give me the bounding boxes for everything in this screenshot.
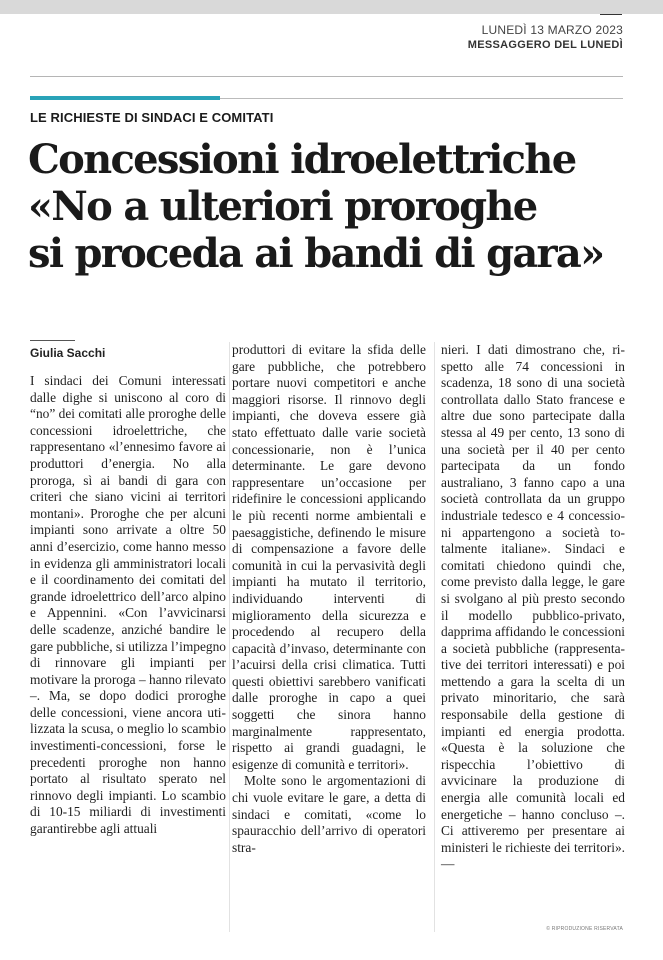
- section-rule: [220, 98, 623, 99]
- page-header: [468, 22, 623, 53]
- article-kicker: LE RICHIESTE DI SINDACI E COMITATI: [30, 110, 274, 125]
- copyright-notice: © RIPRODUZIONE RISERVATA: [546, 926, 623, 932]
- column-3-paragraph: nieri. I dati dimostrano che, rispetto alle 74 concessioni in scadenza, 18 sono di una società controllata dallo Stato francese e altre due sono partecipate dalla stessa al 49 per cento, 13 sono di una società per il 40 per cento partecipata da un fondo australiano, 3 fanno capo a una società controllata da un gruppo industriale tedesco e 4 concessioni appartengono a società totalmente italiane». Sindaci e comitati chiedono quindi che, come previsto dalla legge, le gare si svolgano al più presto secondo il modello pubblico-privato, dapprima affidando le concessioni a società pubbliche (rappresentative dei territori interessati) e poi mettendo a gara la scelta di un privato minoritario, che sarà responsabile della gestione di impianti ed energia prodotta. «Questa è la soluzione che rispecchia l’obiettivo di avvicinare la produzione di energia alle comunità locali ed energetiche – hanno concluso –. Ci attiveremo per presentare ai ministeri le richieste dei territori». —: [441, 342, 625, 872]
- issue-date: LUNEDÌ 13 MARZO 2023: [481, 23, 623, 37]
- article-column-2: [232, 342, 426, 856]
- article-column-3: [441, 342, 625, 873]
- column-1-paragraph: I sindaci dei Comuni interessati dalle dighe si uniscono al coro di “no” dei comitati alle proroghe delle concessioni idroelettriche, che rappresentano «l’ennesimo favore ai produttori d’energia. No alla proroga, sì ai bandi di gara con criteri che siano vicini ai territori montani». Proroghe che per alcuni impianti sono arrivate a oltre 50 anni d’esercizio, come hanno messo in evidenza gli amministratori locali e il coordinamento dei comitati del grande idroelettrico dell’arco alpino e Appennini. «Con l’avvicinarsi delle scadenze, anziché bandire le gare pubbliche, si utilizza l’impegno di rinnovare gli impianti per motivare la proroga – hanno rilevato –. Ma, se dopo dodici proroghe delle concessioni, viene ancora utilizzata la scusa, o meglio lo scambio investimenti-concessioni, forse le precedenti proroghe non hanno portato al risultato sperato nel rinnovo degli impianti. Lo scambio di 10-15 miliardi di investimenti garantirebbe agli attuali: [30, 373, 226, 837]
- header-top-rule: [600, 14, 622, 15]
- column-2-paragraph-2: Molte sono le argomentazioni di chi vuole evitare le gare, a detta di sindaci e comitati, «come lo spauracchio dell’arrivo di operatori stra-: [232, 773, 426, 855]
- headline-line-3: si proceda ai bandi di gara»: [28, 230, 604, 277]
- header-divider: [30, 76, 623, 77]
- column-separator: [434, 342, 435, 932]
- column-separator: [229, 342, 230, 932]
- byline-rule: [30, 340, 75, 341]
- article-byline: Giulia Sacchi: [30, 346, 106, 360]
- column-2-paragraph-1: produttori di evitare la sfida delle gare pubbliche, che potrebbero portare nuovi competitori e anche maggiori risorse. Il rinnovo degli impianti, che doveva essere già stato effettuato dalle varie società concessionarie, non è l’unica determinante. Le gare devono rappresentare un’occasione per ridefinire le concessioni applicando le più recenti norme ambientali e paesaggistiche, definendo le misure di compensazione a favore delle comunità in cui la pervasività degli impianti ha mutato il territorio, individuando interventi di miglioramento della sicurezza e procedendo al recupero della capacità d’invaso, determinante con l’acuirsi della crisi climatica. Tutti questi obiettivi sarebbero vanificati dalle proroghe in capo a quei soggetti che sinora hanno marginalmente rappresentato, rispetto ai grandi guadagni, le esigenze di comunità e territori».: [232, 342, 426, 772]
- section-accent-bar: [30, 96, 220, 100]
- article-headline: [28, 136, 628, 277]
- headline-line-1: Concessioni idroelettriche: [28, 136, 576, 183]
- newspaper-name: MESSAGGERO DEL LUNEDÌ: [467, 39, 623, 51]
- headline-line-2: «No a ulteriori proroghe: [28, 183, 537, 230]
- article-column-1: [30, 373, 226, 838]
